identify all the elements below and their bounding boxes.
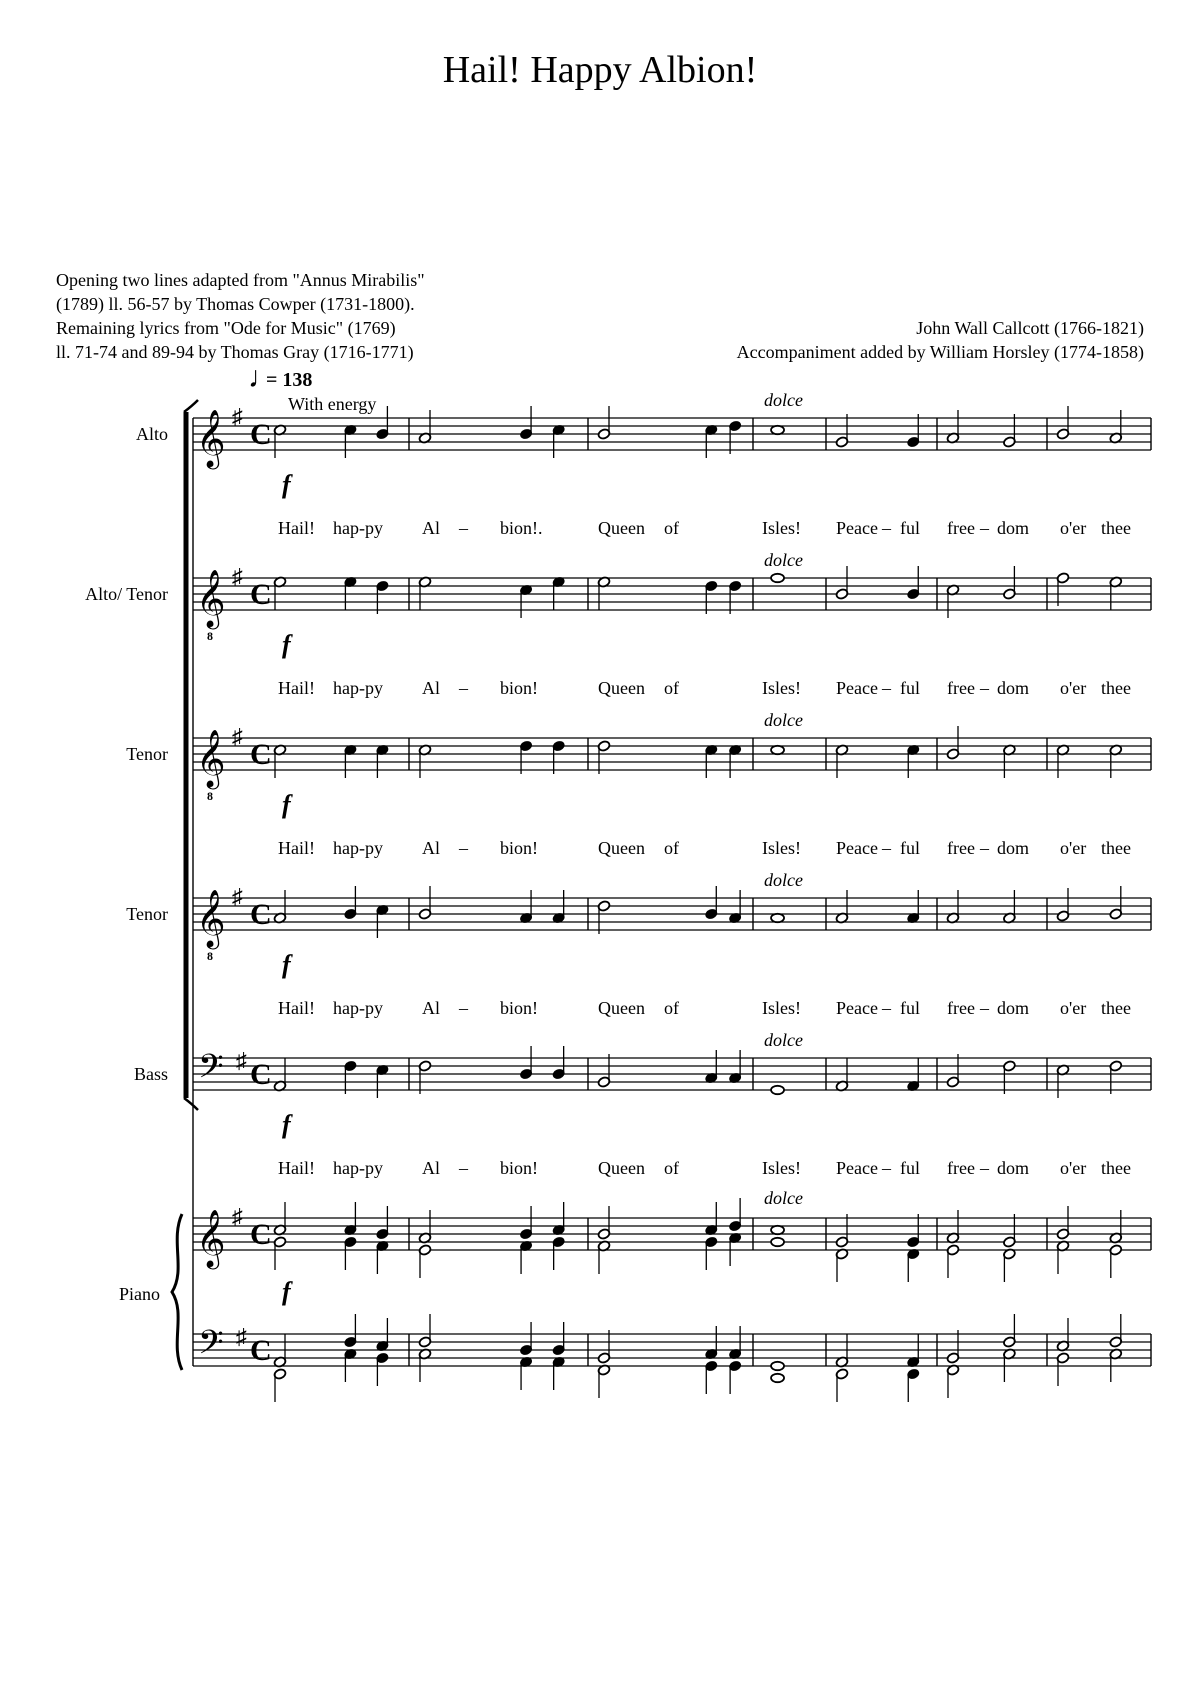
lyric-syllable: o'er bbox=[1060, 998, 1087, 1018]
lyric-syllable: – bbox=[459, 1158, 468, 1178]
page-title: Hail! Happy Albion! bbox=[442, 49, 758, 91]
lyric-syllable: dom bbox=[997, 838, 1030, 858]
lyric-syllable: of bbox=[664, 998, 679, 1018]
lyric-syllable: Isles! bbox=[762, 678, 801, 698]
octave-marker: 8 bbox=[207, 949, 213, 963]
lyric-syllable: o'er bbox=[1060, 1158, 1087, 1178]
lyric-syllable: – bbox=[459, 518, 468, 538]
staff-name: Tenor bbox=[126, 904, 168, 924]
lyric-syllable: Peace bbox=[836, 998, 878, 1018]
lyricist-line: ll. 71-74 and 89-94 by Thomas Gray (1716-1771) bbox=[56, 342, 414, 362]
lyric-syllable: – bbox=[882, 518, 891, 538]
time-signature: C bbox=[250, 418, 272, 451]
sharp-icon: ♯ bbox=[232, 1204, 243, 1229]
tempo-mark: = 138 bbox=[266, 369, 313, 391]
sharp-icon: ♯ bbox=[232, 724, 243, 749]
lyric-syllable: thee bbox=[1101, 678, 1131, 698]
lyric-syllable: bion! bbox=[500, 998, 538, 1018]
time-signature: C bbox=[250, 578, 272, 611]
note-head bbox=[771, 1362, 784, 1370]
dynamic-forte: f bbox=[282, 1110, 291, 1139]
dynamic-dolce: dolce bbox=[764, 390, 803, 410]
time-signature: C bbox=[250, 1058, 272, 1091]
time-signature: C bbox=[250, 1334, 272, 1367]
lyric-syllable: bion! bbox=[500, 678, 538, 698]
octave-marker: 8 bbox=[207, 629, 213, 643]
lyric-syllable: Isles! bbox=[762, 1158, 801, 1178]
lyric-syllable: Isles! bbox=[762, 838, 801, 858]
note-head bbox=[771, 1226, 784, 1234]
treble-clef-icon: 𝄞 bbox=[196, 890, 226, 946]
sharp-icon: ♯ bbox=[232, 564, 243, 589]
octave-marker: 8 bbox=[207, 789, 213, 803]
treble-clef-icon: 𝄞 bbox=[196, 730, 226, 786]
lyric-syllable: Hail! bbox=[278, 678, 315, 698]
composer-line: Accompaniment added by William Horsley (1774-1858) bbox=[736, 342, 1144, 362]
staff-name: Bass bbox=[133, 1064, 168, 1084]
lyric-syllable: free bbox=[947, 518, 975, 538]
lyric-syllable: Queen bbox=[598, 1158, 645, 1178]
dynamic-dolce: dolce bbox=[764, 550, 803, 570]
lyric-syllable: – bbox=[459, 838, 468, 858]
bracket-hook-bottom bbox=[184, 1098, 198, 1110]
lyric-syllable: of bbox=[664, 518, 679, 538]
lyric-syllable: Al bbox=[422, 678, 440, 698]
lyric-syllable: free bbox=[947, 678, 975, 698]
time-signature: C bbox=[250, 898, 272, 931]
lyric-syllable: dom bbox=[997, 998, 1030, 1018]
lyric-syllable: Queen bbox=[598, 518, 645, 538]
lyric-syllable: – bbox=[980, 678, 989, 698]
lyric-syllable: free bbox=[947, 838, 975, 858]
staff-name: Tenor bbox=[126, 744, 168, 764]
lyric-syllable: thee bbox=[1101, 838, 1131, 858]
dynamic-forte: f bbox=[282, 790, 291, 819]
lyric-syllable: of bbox=[664, 1158, 679, 1178]
sharp-icon: ♯ bbox=[232, 404, 243, 429]
note-head bbox=[771, 746, 784, 754]
lyric-syllable: bion! bbox=[500, 1158, 538, 1178]
dynamic-dolce: dolce bbox=[764, 870, 803, 890]
sharp-icon: ♯ bbox=[236, 1324, 247, 1349]
lyric-syllable: Hail! bbox=[278, 1158, 315, 1178]
note-head bbox=[771, 1374, 784, 1382]
lyric-syllable: hap-py bbox=[333, 838, 383, 858]
lyric-syllable: bion!. bbox=[500, 518, 543, 538]
composer-line: John Wall Callcott (1766-1821) bbox=[916, 318, 1144, 338]
lyric-syllable: free bbox=[947, 998, 975, 1018]
lyric-syllable: o'er bbox=[1060, 678, 1087, 698]
bass-clef-icon: 𝄢 bbox=[198, 1324, 224, 1369]
note-head bbox=[771, 914, 784, 922]
lyric-syllable: – bbox=[980, 998, 989, 1018]
lyric-syllable: Peace bbox=[836, 678, 878, 698]
staff-name: Alto/ Tenor bbox=[85, 584, 168, 604]
dynamic-forte: f bbox=[282, 1277, 291, 1306]
note-head bbox=[771, 426, 784, 434]
lyric-syllable: – bbox=[882, 998, 891, 1018]
treble-clef-icon: 𝄞 bbox=[196, 410, 226, 466]
lyricist-line: Remaining lyrics from "Ode for Music" (1769) bbox=[56, 318, 396, 338]
lyric-syllable: ful bbox=[900, 838, 920, 858]
dynamic-dolce: dolce bbox=[764, 1030, 803, 1050]
lyric-syllable: hap-py bbox=[333, 678, 383, 698]
lyric-syllable: ful bbox=[900, 678, 920, 698]
dynamic-forte: f bbox=[282, 950, 291, 979]
lyric-syllable: of bbox=[664, 678, 679, 698]
lyric-syllable: Peace bbox=[836, 1158, 878, 1178]
lyric-syllable: Hail! bbox=[278, 518, 315, 538]
lyric-syllable: – bbox=[980, 518, 989, 538]
treble-clef-icon: 𝄞 bbox=[196, 570, 226, 626]
lyricist-line: Opening two lines adapted from "Annus Mirabilis" bbox=[56, 270, 425, 290]
lyric-syllable: hap-py bbox=[333, 518, 383, 538]
note-head bbox=[771, 1238, 784, 1246]
treble-clef-icon: 𝄞 bbox=[196, 1210, 226, 1266]
note-head bbox=[771, 1086, 784, 1094]
lyric-syllable: Peace bbox=[836, 518, 878, 538]
lyricist-line: (1789) ll. 56-57 by Thomas Cowper (1731-1800). bbox=[56, 294, 415, 314]
lyric-syllable: – bbox=[980, 838, 989, 858]
bass-clef-icon: 𝄢 bbox=[198, 1048, 224, 1093]
lyric-syllable: free bbox=[947, 1158, 975, 1178]
time-signature: C bbox=[250, 1218, 272, 1251]
tempo-expression: With energy bbox=[288, 394, 377, 414]
dynamic-dolce: dolce bbox=[764, 710, 803, 730]
sharp-icon: ♯ bbox=[232, 884, 243, 909]
lyric-syllable: thee bbox=[1101, 998, 1131, 1018]
lyric-syllable: ful bbox=[900, 518, 920, 538]
lyric-syllable: – bbox=[459, 678, 468, 698]
dynamic-dolce: dolce bbox=[764, 1188, 803, 1208]
lyric-syllable: – bbox=[882, 1158, 891, 1178]
lyric-syllable: thee bbox=[1101, 518, 1131, 538]
lyric-syllable: Isles! bbox=[762, 518, 801, 538]
dynamic-forte: f bbox=[282, 630, 291, 659]
lyric-syllable: dom bbox=[997, 678, 1030, 698]
lyric-syllable: Queen bbox=[598, 998, 645, 1018]
lyric-syllable: Peace bbox=[836, 838, 878, 858]
lyric-syllable: of bbox=[664, 838, 679, 858]
lyric-syllable: dom bbox=[997, 1158, 1030, 1178]
lyric-syllable: hap-py bbox=[333, 1158, 383, 1178]
lyric-syllable: – bbox=[882, 838, 891, 858]
note-head bbox=[771, 574, 784, 582]
lyric-syllable: – bbox=[882, 678, 891, 698]
lyric-syllable: – bbox=[980, 1158, 989, 1178]
lyric-syllable: ful bbox=[900, 1158, 920, 1178]
lyric-syllable: – bbox=[459, 998, 468, 1018]
quarter-note-icon: ♩ bbox=[248, 361, 278, 394]
dynamic-forte: f bbox=[282, 470, 291, 499]
lyric-syllable: o'er bbox=[1060, 518, 1087, 538]
sharp-icon: ♯ bbox=[236, 1048, 247, 1073]
lyric-syllable: Isles! bbox=[762, 998, 801, 1018]
lyric-syllable: hap-py bbox=[333, 998, 383, 1018]
piano-brace bbox=[172, 1214, 182, 1370]
time-signature: C bbox=[250, 738, 272, 771]
lyric-syllable: thee bbox=[1101, 1158, 1131, 1178]
lyric-syllable: o'er bbox=[1060, 838, 1087, 858]
lyric-syllable: Hail! bbox=[278, 838, 315, 858]
lyric-syllable: Al bbox=[422, 838, 440, 858]
lyric-syllable: Queen bbox=[598, 678, 645, 698]
lyric-syllable: bion! bbox=[500, 838, 538, 858]
lyric-syllable: ful bbox=[900, 998, 920, 1018]
lyric-syllable: Hail! bbox=[278, 998, 315, 1018]
lyric-syllable: dom bbox=[997, 518, 1030, 538]
lyric-syllable: Al bbox=[422, 1158, 440, 1178]
staff-name: Piano bbox=[118, 1284, 160, 1304]
staff-name: Alto bbox=[135, 424, 168, 444]
lyric-syllable: Al bbox=[422, 518, 440, 538]
lyric-syllable: Queen bbox=[598, 838, 645, 858]
lyric-syllable: Al bbox=[422, 998, 440, 1018]
